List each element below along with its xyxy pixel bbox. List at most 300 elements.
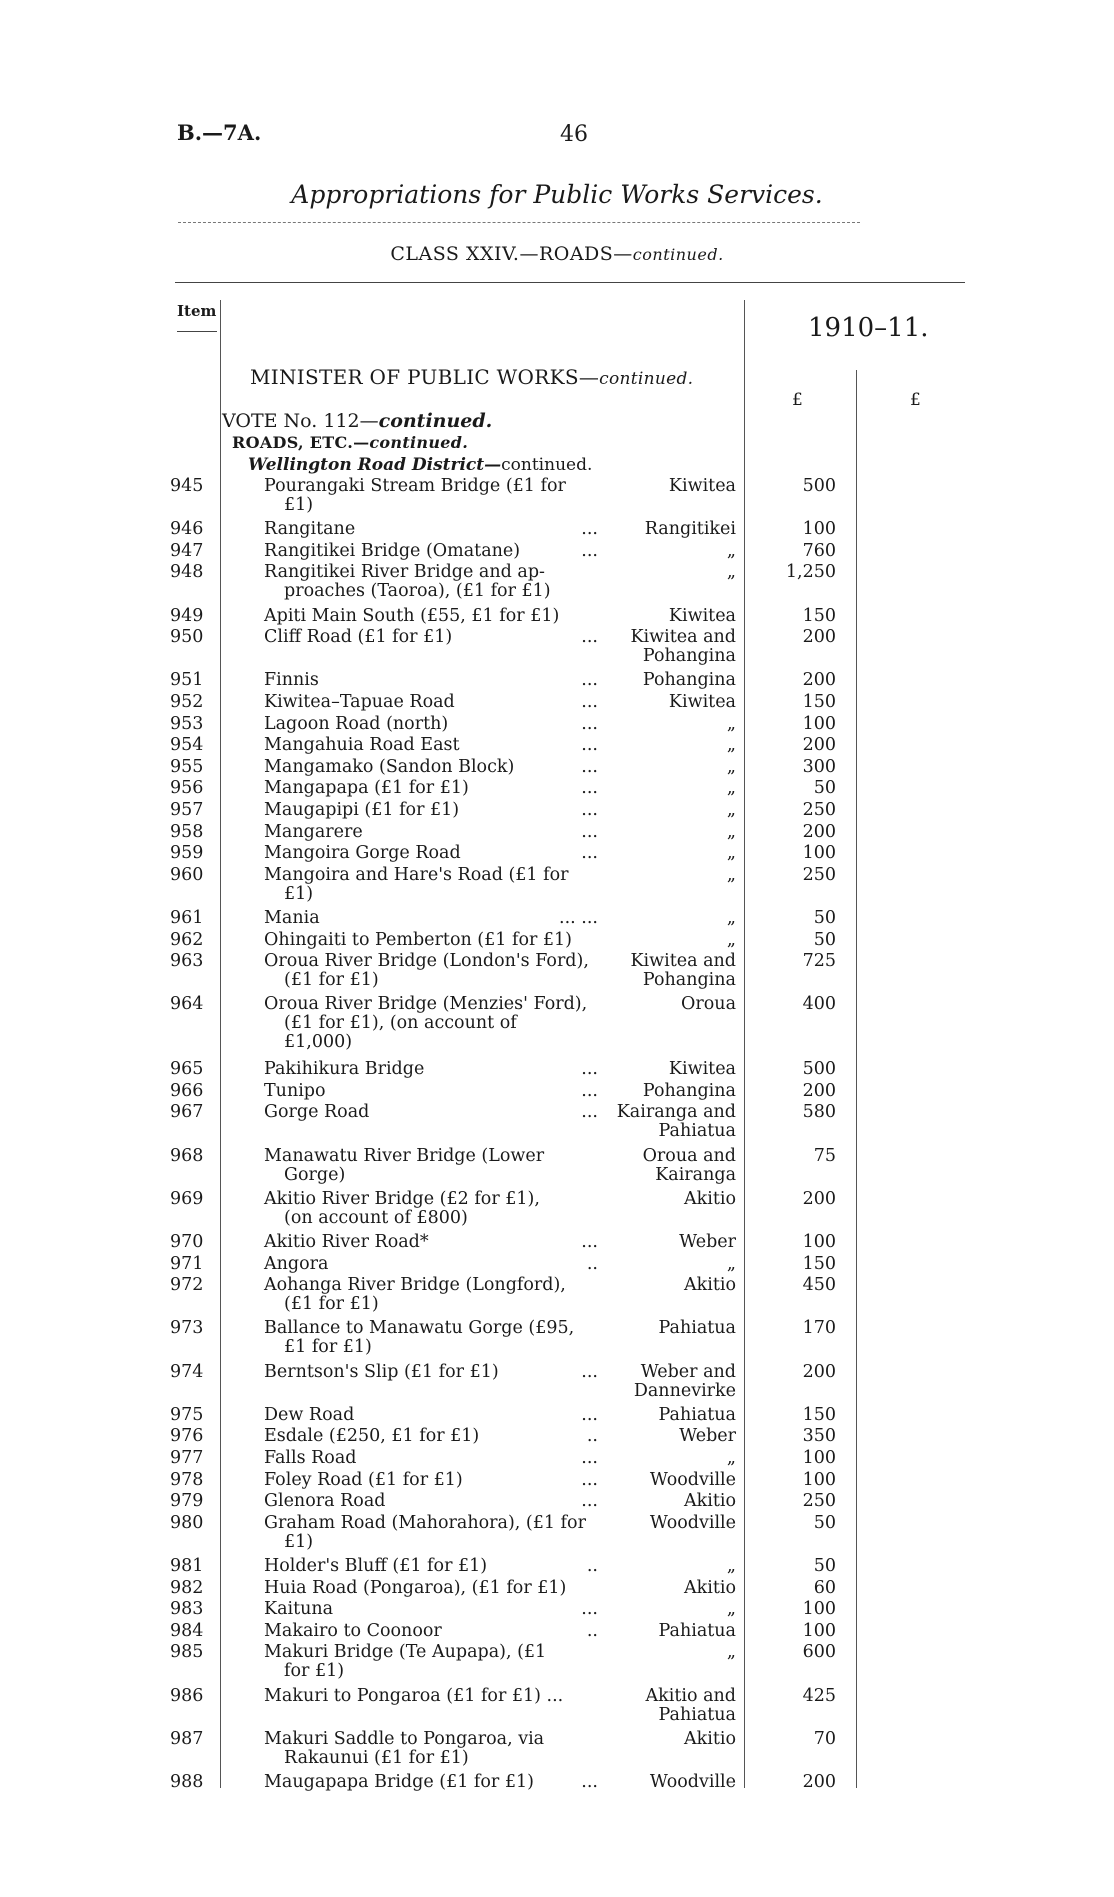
item-description (264, 909, 600, 928)
item-description-line: Cliff Road (£1 for £1) (264, 627, 453, 648)
amount: 200 (802, 1361, 836, 1382)
amount: 100 (802, 1599, 836, 1620)
electorate (610, 542, 736, 561)
item-description-line: Finnis (264, 670, 319, 691)
electorate-line: „ (726, 1253, 736, 1274)
pound-sign-total: £ (910, 390, 921, 410)
item-description (264, 671, 600, 690)
item-number: 962 (170, 929, 204, 950)
electorate-line: „ (726, 735, 736, 756)
item-description-line: Manawatu River Bridge (Lower (264, 1145, 545, 1166)
item-description (264, 1600, 600, 1619)
dot-leader: ... (581, 519, 598, 540)
item-number: 965 (170, 1059, 204, 1080)
item-description-line: Dew Road (264, 1404, 355, 1425)
item-description (264, 1557, 600, 1576)
title-divider (178, 222, 860, 223)
electorate-line: Kiwitea and (630, 951, 736, 972)
amount: 250 (802, 1491, 836, 1512)
item-description-line: Makuri to Pongaroa (£1 for £1) ... (264, 1685, 564, 1706)
electorate-line: „ (726, 864, 736, 885)
electorate-line: „ (726, 843, 736, 864)
electorate (610, 866, 736, 885)
item-description-line: Ohingaiti to Pemberton (£1 for £1) (264, 929, 573, 950)
dot-leader: ... (581, 1599, 598, 1620)
item-description-line: Makairo to Coonoor (264, 1620, 442, 1641)
electorate-line: „ (726, 562, 736, 583)
item-description-line: Rangitane (264, 519, 356, 540)
electorate (610, 1471, 736, 1490)
dot-leader: ... (581, 735, 598, 756)
item-number: 975 (170, 1404, 204, 1425)
item-description-continuation: £1) (284, 1531, 314, 1552)
electorate-line: Pahiatua (658, 1404, 736, 1425)
electorate (610, 1103, 736, 1141)
electorate (610, 823, 736, 842)
electorate (610, 520, 736, 539)
amount: 200 (802, 1080, 836, 1101)
item-description-continuation: proaches (Taoroa), (£1 for £1) (284, 581, 551, 602)
item-description-line: Makuri Saddle to Pongaroa, via (264, 1728, 545, 1749)
item-number: 949 (170, 605, 204, 626)
vote-heading-continued: continued. (378, 410, 493, 432)
amount: 170 (802, 1318, 836, 1339)
item-number: 969 (170, 1188, 204, 1209)
electorate (610, 1579, 736, 1598)
amount: 50 (813, 908, 836, 928)
amount: 150 (802, 692, 836, 712)
item-description-line: Kiwitea–Tapuae Road (264, 692, 455, 712)
dot-leader: ... (581, 692, 598, 712)
amount: 50 (813, 929, 836, 950)
item-description-line: Mangapapa (£1 for £1) (264, 778, 469, 799)
electorate-line: Pohangina (642, 670, 736, 691)
amount: 100 (802, 843, 836, 864)
item-description (264, 1471, 600, 1490)
amount: 600 (802, 1642, 836, 1663)
item-description-line: Falls Road (264, 1448, 357, 1468)
dot-leader: ... (581, 1772, 598, 1792)
table-top-rule (175, 282, 965, 283)
electorate-line: Pahiatua (658, 1620, 736, 1641)
dot-leader: ... (581, 1469, 598, 1490)
electorate (610, 1643, 736, 1662)
electorate-line: Akitio (683, 1491, 736, 1512)
item-description-line: Maugapipi (£1 for £1) (264, 800, 460, 820)
dot-leader: .. (586, 1253, 598, 1274)
amount: 500 (802, 476, 836, 496)
amount: 200 (802, 1188, 836, 1209)
item-description (264, 1579, 600, 1598)
item-description (264, 1363, 600, 1382)
item-description-line: Oroua River Bridge (Menzies' Ford), (264, 994, 588, 1015)
electorate (610, 477, 736, 496)
item-description (264, 1060, 600, 1079)
item-number: 987 (170, 1728, 204, 1749)
item-description (264, 866, 600, 904)
item-number: 973 (170, 1318, 204, 1339)
electorate (610, 931, 736, 950)
electorate (610, 563, 736, 582)
item-number: 979 (170, 1491, 204, 1512)
electorate-line: Akitio (683, 1275, 736, 1296)
electorate (610, 736, 736, 755)
district-heading-text: Wellington Road District— (248, 455, 502, 475)
item-description (264, 1773, 600, 1792)
amount: 1,250 (785, 562, 836, 583)
item-description-line: Ballance to Manawatu Gorge (£95, (264, 1318, 575, 1339)
electorate-line: „ (726, 1642, 736, 1663)
item-description (264, 801, 600, 820)
item-description-line: Mangoira Gorge Road (264, 843, 461, 864)
electorate (610, 607, 736, 626)
electorate-line: Oroua (681, 994, 736, 1015)
vote-heading-text: VOTE No. 112— (222, 410, 379, 432)
electorate-line: „ (726, 821, 736, 842)
item-description-line: Makuri Bridge (Te Aupapa), (£1 (264, 1642, 547, 1663)
item-description-line: Lagoon Road (north) (264, 713, 449, 734)
electorate (610, 1449, 736, 1468)
item-number: 983 (170, 1599, 204, 1620)
amount: 150 (802, 605, 836, 626)
page-title (0, 180, 1114, 209)
item-number: 985 (170, 1642, 204, 1663)
item-description-continuation: £1) (284, 883, 314, 904)
item-number: 963 (170, 951, 204, 972)
item-description (264, 1622, 600, 1641)
item-description (264, 1643, 600, 1681)
item-description-line: Mania (264, 908, 320, 928)
electorate-line: Woodville (649, 1772, 736, 1792)
item-number: 955 (170, 756, 204, 777)
item-description-line: Berntson's Slip (£1 for £1) (264, 1361, 499, 1382)
amount: 75 (813, 1145, 836, 1166)
item-header-rule (177, 331, 217, 332)
electorate-line: Pohangina (642, 970, 736, 991)
item-description-continuation: £1 for £1) (284, 1337, 372, 1358)
dot-leader: ... (581, 800, 598, 820)
district-heading-continued: continued. (501, 455, 593, 475)
electorate-line: Akitio and (645, 1685, 736, 1706)
item-description (264, 1427, 600, 1446)
item-number: 980 (170, 1512, 204, 1533)
ministry-heading-continued: continued. (599, 369, 694, 389)
dot-leader: ... (581, 540, 598, 561)
item-description-line: Tunipo (264, 1080, 326, 1101)
electorate-line: Kiwitea and (630, 627, 736, 648)
amount-column-rule (856, 370, 857, 1788)
electorate-line: Akitio (683, 1577, 736, 1598)
item-number: 984 (170, 1620, 204, 1641)
item-description (264, 1147, 600, 1185)
pound-sign-amount: £ (792, 390, 803, 410)
report-reference: B.—7A. (177, 120, 262, 145)
item-description (264, 520, 600, 539)
item-column-rule (220, 300, 221, 1788)
electorate (610, 1730, 736, 1749)
item-description-line: Mangarere (264, 821, 363, 842)
electorate-line: „ (726, 756, 736, 777)
electorate (610, 1600, 736, 1619)
class-heading (0, 243, 1114, 265)
item-description (264, 736, 600, 755)
electorate-line: Pohangina (642, 646, 736, 667)
electorate (610, 844, 736, 863)
dot-leader: .. (586, 1620, 598, 1641)
page-title-text: Appropriations for Public Works Services. (291, 180, 823, 209)
amount: 200 (802, 627, 836, 648)
electorate (610, 1492, 736, 1511)
item-description (264, 715, 600, 734)
dot-leader: .. (586, 1556, 598, 1576)
ministry-heading (250, 365, 693, 389)
item-description-continuation: Rakaunui (£1 for £1) (284, 1747, 469, 1768)
electorate-line: Pahiatua (658, 1318, 736, 1339)
item-description-continuation: £1,000) (284, 1032, 353, 1053)
amount: 100 (802, 713, 836, 734)
amount: 250 (802, 864, 836, 885)
electorate (610, 1190, 736, 1209)
item-number: 971 (170, 1253, 204, 1274)
item-description (264, 952, 600, 990)
amount: 150 (802, 1253, 836, 1274)
item-number: 951 (170, 670, 204, 691)
electorate (610, 1276, 736, 1295)
item-description (264, 823, 600, 842)
item-description-line: Aohanga River Bridge (Longford), (264, 1275, 566, 1296)
electorate-line: „ (726, 929, 736, 950)
dot-leader: ... (581, 1361, 598, 1382)
amount: 100 (802, 1620, 836, 1641)
item-description-line: Huia Road (Pongaroa), (£1 for £1) (264, 1577, 567, 1598)
amount: 200 (802, 670, 836, 691)
item-description-line: Maugapapa Bridge (£1 for £1) (264, 1772, 534, 1792)
amount: 200 (802, 735, 836, 756)
electorate-line: Rangitikei (644, 519, 736, 540)
item-description-continuation: (£1 for £1) (284, 970, 379, 991)
item-number: 948 (170, 562, 204, 583)
item-number: 952 (170, 692, 204, 712)
electorate (610, 628, 736, 666)
item-number: 958 (170, 821, 204, 842)
item-number: 976 (170, 1426, 204, 1447)
item-description (264, 1319, 600, 1357)
item-description-line: Rangitikei River Bridge and ap- (264, 562, 545, 583)
electorate (610, 909, 736, 928)
item-number: 981 (170, 1556, 204, 1576)
electorate-line: Weber (679, 1426, 736, 1447)
electorate-line: Kiwitea (668, 1059, 736, 1080)
dot-leader: ... (581, 713, 598, 734)
electorate-line: Kiwitea (668, 692, 736, 712)
electorate (610, 779, 736, 798)
dot-leader: ... (581, 843, 598, 864)
electorate-line: „ (726, 1448, 736, 1468)
dot-leader: ... (581, 1448, 598, 1468)
electorate (610, 1687, 736, 1725)
electorate (610, 1255, 736, 1274)
item-description-line: Pakihikura Bridge (264, 1059, 425, 1080)
amount: 580 (802, 1102, 836, 1123)
amount: 500 (802, 1059, 836, 1080)
dot-leader: ... (581, 1080, 598, 1101)
item-description (264, 1406, 600, 1425)
dot-leader: ... (581, 778, 598, 799)
item-description-continuation: for £1) (284, 1661, 345, 1682)
amount: 200 (802, 821, 836, 842)
amount: 760 (802, 540, 836, 561)
item-description-line: Kaituna (264, 1599, 334, 1620)
electorate (610, 1773, 736, 1792)
district-heading (248, 455, 592, 475)
amount: 425 (802, 1685, 836, 1706)
item-number: 982 (170, 1577, 204, 1598)
item-number: 953 (170, 713, 204, 734)
dot-leader: ... (581, 1102, 598, 1123)
item-number: 977 (170, 1448, 204, 1468)
electorate-line: Akitio (683, 1188, 736, 1209)
electorate-line: „ (726, 1599, 736, 1620)
item-description (264, 1449, 600, 1468)
item-description-line: Akitio River Road* (264, 1232, 429, 1252)
electorate (610, 952, 736, 990)
item-description (264, 693, 600, 712)
item-number: 950 (170, 627, 204, 648)
item-description (264, 995, 600, 1052)
amount: 100 (802, 1232, 836, 1252)
item-number: 957 (170, 800, 204, 820)
dot-leader: ... (581, 756, 598, 777)
electorate-line: Woodville (649, 1469, 736, 1490)
item-description-line: Rangitikei Bridge (Omatane) (264, 540, 521, 561)
electorate-line: Akitio (683, 1728, 736, 1749)
item-number: 960 (170, 864, 204, 885)
electorate (610, 1514, 736, 1533)
dot-leader: ... (581, 1232, 598, 1252)
item-number: 968 (170, 1145, 204, 1166)
electorate-line: Weber and (640, 1361, 736, 1382)
item-number: 986 (170, 1685, 204, 1706)
electorate (610, 1082, 736, 1101)
amount: 725 (802, 951, 836, 972)
electorate-line: Pohangina (642, 1080, 736, 1101)
dot-leader: ... ... (559, 908, 598, 928)
class-heading-continued: continued. (632, 245, 724, 264)
amount: 450 (802, 1275, 836, 1296)
item-number: 988 (170, 1772, 204, 1792)
electorate-line: „ (726, 778, 736, 799)
electorate-line: Kairanga and (616, 1102, 736, 1123)
electorate (610, 801, 736, 820)
item-description (264, 844, 600, 863)
electorate (610, 995, 736, 1014)
item-description-line: Glenora Road (264, 1491, 386, 1512)
item-description (264, 1082, 600, 1101)
item-number: 974 (170, 1361, 204, 1382)
electorate (610, 758, 736, 777)
electorate (610, 1363, 736, 1401)
electorate (610, 671, 736, 690)
item-number: 972 (170, 1275, 204, 1296)
item-number: 964 (170, 994, 204, 1015)
item-description-line: Mangamako (Sandon Block) (264, 756, 515, 777)
amount: 400 (802, 994, 836, 1015)
item-description-line: Graham Road (Mahorahora), (£1 for (264, 1512, 586, 1533)
electorate-line: Woodville (649, 1512, 736, 1533)
roads-heading-text: ROADS, ETC.— (232, 433, 370, 452)
electorate-line: Kairanga (655, 1164, 736, 1185)
item-description (264, 1103, 600, 1122)
electorate-line: Kiwitea (668, 476, 736, 496)
item-number: 978 (170, 1469, 204, 1490)
item-number: 967 (170, 1102, 204, 1123)
electorate-line: Oroua and (642, 1145, 736, 1166)
item-description-line: Gorge Road (264, 1102, 370, 1123)
dot-leader: ... (581, 627, 598, 648)
item-description-line: Mangahuia Road East (264, 735, 460, 756)
item-description-line: Holder's Bluff (£1 for £1) (264, 1556, 488, 1576)
amount: 150 (802, 1404, 836, 1425)
item-description-line: Angora (264, 1253, 329, 1274)
item-number: 945 (170, 476, 204, 496)
item-number: 947 (170, 540, 204, 561)
item-description (264, 1233, 600, 1252)
electorate (610, 693, 736, 712)
amount: 250 (802, 800, 836, 820)
amount: 50 (813, 778, 836, 799)
electorate-line: „ (726, 800, 736, 820)
electorate-line: Kiwitea (668, 605, 736, 626)
dot-leader: ... (581, 1491, 598, 1512)
item-description-continuation: (£1 for £1), (on account of (284, 1013, 517, 1034)
dot-leader: ... (581, 670, 598, 691)
item-description (264, 1255, 600, 1274)
amount: 100 (802, 519, 836, 540)
item-description (264, 1276, 600, 1314)
electorate (610, 1557, 736, 1576)
item-description (264, 1687, 600, 1706)
electorate (610, 1319, 736, 1338)
dot-leader: ... (581, 1404, 598, 1425)
item-description-continuation: (£1 for £1) (284, 1294, 379, 1315)
item-description-continuation: £1) (284, 495, 314, 515)
item-number: 966 (170, 1080, 204, 1101)
item-number: 970 (170, 1232, 204, 1252)
electorate-line: Pahiatua (658, 1704, 736, 1725)
item-description-continuation: Gorge) (284, 1164, 346, 1185)
amount: 100 (802, 1469, 836, 1490)
amount: 70 (813, 1728, 836, 1749)
roads-heading (232, 433, 468, 452)
item-description (264, 607, 600, 626)
item-number: 961 (170, 908, 204, 928)
item-number: 956 (170, 778, 204, 799)
item-description-line: Oroua River Bridge (London's Ford), (264, 951, 589, 972)
electorate-line: „ (726, 908, 736, 928)
item-number: 954 (170, 735, 204, 756)
ministry-heading-text: MINISTER OF PUBLIC WORKS— (250, 365, 600, 389)
electorate-line: Pahiatua (658, 1121, 736, 1142)
item-description-line: Esdale (£250, £1 for £1) (264, 1426, 480, 1447)
electorate (610, 1406, 736, 1425)
item-description-line: Akitio River Bridge (£2 for £1), (264, 1188, 540, 1209)
amount: 100 (802, 1448, 836, 1468)
item-number: 946 (170, 519, 204, 540)
electorate (610, 1622, 736, 1641)
electorate-column-rule (744, 300, 745, 1788)
item-description-line: Pourangaki Stream Bridge (£1 for (264, 476, 566, 496)
item-description-line: Foley Road (£1 for £1) (264, 1469, 463, 1490)
